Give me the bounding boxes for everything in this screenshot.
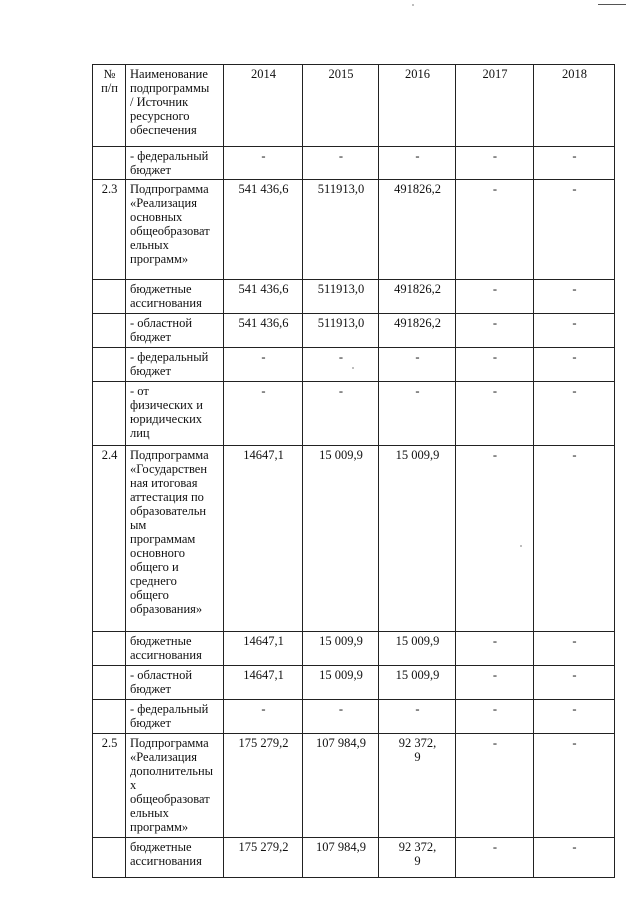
cell-value: -	[572, 384, 577, 398]
row-name-line: ым	[130, 518, 147, 532]
cell-2018	[534, 632, 615, 666]
cell-2016	[379, 180, 456, 280]
cell-value: 491826,2	[394, 182, 441, 196]
cell-value: 107 984,9	[316, 840, 366, 854]
row-name-line: «Реализация	[130, 196, 197, 210]
cell-2017	[456, 734, 534, 838]
cell-2018	[534, 348, 615, 382]
row-name-line: бюджет	[130, 364, 171, 378]
cell-2015	[303, 147, 379, 180]
header-name-line: обеспечения	[130, 123, 197, 137]
cell-value: -	[572, 448, 577, 462]
header-name-line: Наименование	[130, 67, 208, 81]
cell-value: -	[261, 702, 266, 716]
table-row	[93, 314, 615, 348]
cell-value: 175 279,2	[238, 840, 289, 854]
cell-2016	[379, 147, 456, 180]
cell-value: -	[572, 182, 577, 196]
cell-2018	[534, 838, 615, 878]
row-name-line: программ»	[130, 252, 189, 266]
cell-2014	[224, 666, 303, 700]
row-name	[126, 700, 224, 734]
header-num: № п/п	[93, 65, 126, 147]
cell-2014	[224, 314, 303, 348]
row-number	[93, 382, 126, 446]
row-name-line: бюджетные	[130, 282, 192, 296]
header-year: 2014	[224, 65, 303, 147]
cell-2016	[379, 382, 456, 446]
cell-value: -	[492, 448, 498, 462]
table-header-row	[93, 65, 615, 147]
row-number: 2.3	[93, 180, 126, 280]
row-name	[126, 446, 224, 632]
row-name-line: Подпрограмма	[130, 182, 209, 196]
header-year: 2016	[379, 65, 456, 147]
cell-2014	[224, 632, 303, 666]
cell-value: -	[492, 149, 498, 163]
cell-value: -	[572, 282, 577, 296]
cell-2015	[303, 314, 379, 348]
table-row	[93, 280, 615, 314]
row-name-line: «Реализация	[130, 750, 197, 764]
row-name	[126, 314, 224, 348]
cell-value: -	[572, 634, 577, 648]
cell-value-continued: 9	[414, 750, 421, 764]
row-name-line: программам	[130, 532, 196, 546]
row-name-line: бюджет	[130, 682, 171, 696]
table-row	[93, 446, 615, 632]
row-name-line: бюджетные	[130, 634, 192, 648]
row-name-line: ассигнования	[130, 854, 202, 868]
row-number: 2.5	[93, 734, 126, 838]
cell-value: 541 436,6	[238, 282, 289, 296]
row-name-line: аттестация по	[130, 490, 204, 504]
row-number	[93, 700, 126, 734]
row-name-line: - федеральный	[130, 702, 209, 716]
cell-value: 511913,0	[317, 182, 365, 196]
cell-value: 107 984,9	[316, 736, 366, 750]
row-name-line: образовательн	[130, 504, 207, 518]
cell-2016	[379, 700, 456, 734]
cell-2015	[303, 838, 379, 878]
cell-2018	[534, 382, 615, 446]
row-name-line: общеобразоват	[130, 792, 210, 806]
budget-table	[92, 64, 615, 878]
cell-value: -	[492, 634, 498, 648]
cell-value: -	[338, 350, 344, 364]
row-name-line: ельных	[130, 238, 169, 252]
cell-2017	[456, 700, 534, 734]
cell-2017	[456, 632, 534, 666]
cell-2017	[456, 666, 534, 700]
cell-2018	[534, 280, 615, 314]
cell-2017	[456, 446, 534, 632]
cell-value: -	[572, 316, 577, 330]
cell-value: 541 436,6	[238, 182, 289, 196]
scan-speck	[412, 4, 414, 6]
row-name-line: среднего	[130, 574, 177, 588]
table-row	[93, 382, 615, 446]
row-name-line: Подпрограмма	[130, 448, 209, 462]
cell-2018	[534, 314, 615, 348]
cell-value: -	[492, 350, 498, 364]
cell-value: 92 372,	[398, 840, 437, 854]
cell-2017	[456, 838, 534, 878]
cell-value: -	[572, 840, 577, 854]
row-name-line: бюджет	[130, 330, 171, 344]
row-number	[93, 280, 126, 314]
cell-2016	[379, 632, 456, 666]
row-number	[93, 838, 126, 878]
cell-value: -	[415, 149, 420, 163]
row-name-line: дополнительны	[130, 764, 214, 778]
row-name-line: общего	[130, 588, 169, 602]
row-name-line: общеобразоват	[130, 224, 210, 238]
cell-2018	[534, 446, 615, 632]
table-row	[93, 147, 615, 180]
row-number	[93, 666, 126, 700]
cell-2015	[303, 666, 379, 700]
cell-value: 15 009,9	[395, 668, 440, 682]
cell-value: -	[338, 149, 344, 163]
cell-2016	[379, 734, 456, 838]
cell-2017	[456, 348, 534, 382]
cell-2016	[379, 838, 456, 878]
cell-value: -	[261, 149, 266, 163]
cell-value: -	[261, 350, 266, 364]
row-name	[126, 280, 224, 314]
row-number	[93, 147, 126, 180]
row-name-line: образования»	[130, 602, 203, 616]
cell-value: 175 279,2	[238, 736, 289, 750]
cell-value: 491826,2	[394, 282, 441, 296]
row-name-line: общего и	[130, 560, 179, 574]
cell-2014	[224, 147, 303, 180]
cell-value: 92 372,	[398, 736, 437, 750]
cell-value: 15 009,9	[319, 634, 363, 648]
cell-2014	[224, 180, 303, 280]
cell-2014	[224, 700, 303, 734]
cell-value: 14647,1	[243, 634, 284, 648]
cell-value: -	[572, 668, 577, 682]
cell-2015	[303, 700, 379, 734]
cell-2015	[303, 632, 379, 666]
cell-2016	[379, 314, 456, 348]
cell-2015	[303, 734, 379, 838]
cell-value: 14647,1	[243, 668, 284, 682]
row-name	[126, 348, 224, 382]
cell-value: -	[492, 282, 498, 296]
cell-2017	[456, 382, 534, 446]
cell-value: -	[492, 316, 498, 330]
cell-2017	[456, 314, 534, 348]
cell-2018	[534, 734, 615, 838]
cell-value: -	[492, 668, 498, 682]
cell-2017	[456, 147, 534, 180]
cell-2017	[456, 280, 534, 314]
row-name-line: - федеральный	[130, 149, 209, 163]
cell-value: 511913,0	[317, 282, 365, 296]
header-year: 2018	[534, 65, 615, 147]
row-name-line: - областной	[130, 668, 193, 682]
row-name	[126, 180, 224, 280]
cell-value: -	[261, 384, 266, 398]
cell-2016	[379, 280, 456, 314]
cell-2015	[303, 348, 379, 382]
row-name	[126, 838, 224, 878]
row-name-line: ная итоговая	[130, 476, 198, 490]
cell-2014	[224, 446, 303, 632]
cell-value: -	[415, 384, 420, 398]
row-name-line: основных	[130, 210, 183, 224]
header-year: 2015	[303, 65, 379, 147]
cell-value: 15 009,9	[319, 448, 363, 462]
cell-2018	[534, 700, 615, 734]
cell-2014	[224, 838, 303, 878]
cell-value: -	[572, 350, 577, 364]
row-name-line: бюджетные	[130, 840, 192, 854]
row-name	[126, 734, 224, 838]
cell-2014	[224, 734, 303, 838]
cell-value: 14647,1	[243, 448, 284, 462]
cell-value: -	[415, 702, 420, 716]
cell-value: -	[492, 702, 498, 716]
cell-2018	[534, 666, 615, 700]
cell-2016	[379, 446, 456, 632]
row-name-line: - от	[130, 384, 149, 398]
table-row	[93, 700, 615, 734]
row-number: 2.4	[93, 446, 126, 632]
header-name-line: ресурсного	[130, 109, 190, 123]
row-name-line: - федеральный	[130, 350, 209, 364]
cell-value: -	[415, 350, 420, 364]
cell-value: -	[492, 182, 498, 196]
cell-2015	[303, 180, 379, 280]
table-row	[93, 838, 615, 878]
cell-value: -	[572, 149, 577, 163]
cell-2018	[534, 147, 615, 180]
cell-2015	[303, 280, 379, 314]
cell-2017	[456, 180, 534, 280]
scan-mark	[598, 4, 626, 5]
header-name-line: подпрограммы	[130, 81, 210, 95]
table-row	[93, 180, 615, 280]
header-year: 2017	[456, 65, 534, 147]
row-name-line: бюджет	[130, 716, 171, 730]
row-name	[126, 666, 224, 700]
header-name	[126, 65, 224, 147]
cell-value: -	[338, 384, 344, 398]
row-name-line: х	[130, 778, 137, 792]
row-number	[93, 314, 126, 348]
cell-2014	[224, 382, 303, 446]
cell-value: -	[572, 702, 577, 716]
row-name-line: юридических	[130, 412, 203, 426]
cell-value: -	[492, 736, 498, 750]
cell-2016	[379, 348, 456, 382]
cell-2016	[379, 666, 456, 700]
row-name-line: программ»	[130, 820, 189, 834]
cell-value: -	[492, 384, 498, 398]
header-name-line: / Источник	[130, 95, 189, 109]
table-row	[93, 632, 615, 666]
row-name-line: «Государствен	[130, 462, 208, 476]
cell-value: 491826,2	[394, 316, 441, 330]
row-name-line: физических и	[130, 398, 203, 412]
cell-value: 15 009,9	[395, 448, 440, 462]
row-name-line: - областной	[130, 316, 193, 330]
cell-value: 15 009,9	[395, 634, 440, 648]
row-name-line: основного	[130, 546, 185, 560]
cell-value-continued: 9	[414, 854, 421, 868]
row-number	[93, 348, 126, 382]
cell-2015	[303, 446, 379, 632]
row-name-line: ассигнования	[130, 296, 202, 310]
cell-2014	[224, 280, 303, 314]
cell-2014	[224, 348, 303, 382]
table-row	[93, 734, 615, 838]
cell-value: 15 009,9	[319, 668, 363, 682]
row-name-line: лиц	[130, 426, 150, 440]
cell-value: -	[572, 736, 577, 750]
row-name-line: Подпрограмма	[130, 736, 209, 750]
row-name-line: ассигнования	[130, 648, 202, 662]
table-row	[93, 348, 615, 382]
cell-value: 541 436,6	[238, 316, 289, 330]
row-name	[126, 632, 224, 666]
row-name-line: бюджет	[130, 163, 171, 177]
table-row	[93, 666, 615, 700]
cell-value: 511913,0	[317, 316, 365, 330]
row-number	[93, 632, 126, 666]
cell-2015	[303, 382, 379, 446]
cell-value: -	[338, 702, 344, 716]
row-name	[126, 147, 224, 180]
cell-2018	[534, 180, 615, 280]
row-name	[126, 382, 224, 446]
row-name-line: ельных	[130, 806, 169, 820]
cell-value: -	[492, 840, 498, 854]
